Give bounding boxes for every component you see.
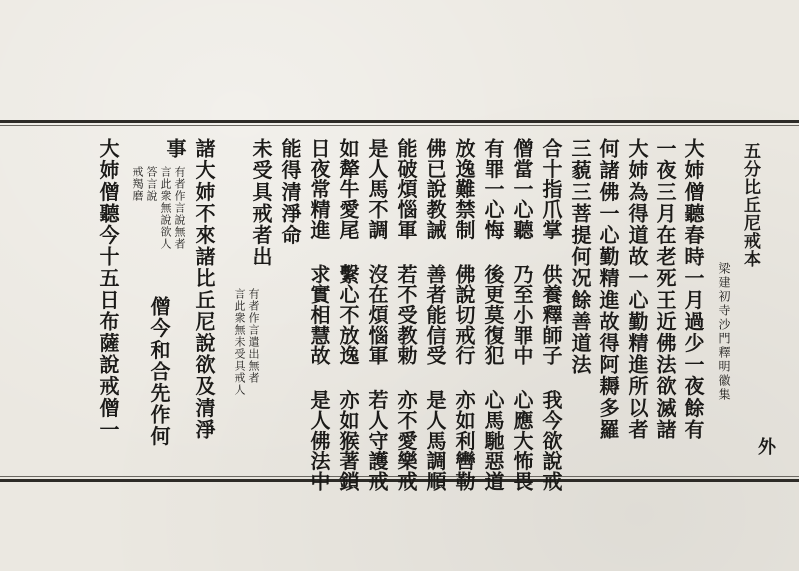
text-column-2: 一夜三月在老死王近佛法欲滅諸 <box>653 138 677 441</box>
verse-column-6: 能破煩惱軍 若不受教勅 亦不愛樂戒 <box>394 138 418 492</box>
verse-column-3: 有罪一心悔 後更莫復犯 心馬馳惡道 <box>481 138 505 492</box>
author-line: 梁建初寺沙門釋明徽集 <box>717 262 731 402</box>
verse-column-10: 能得清淨命 <box>278 138 302 246</box>
text-column-shi-cont: 僧今和合先作何 <box>147 296 171 448</box>
verse-column-1: 合十指爪掌 供養釋師子 我今欲說戒 <box>539 138 563 492</box>
margin-mark: 外 <box>755 437 776 455</box>
top-border-rule <box>0 120 799 123</box>
verse-column-4: 放逸難禁制 佛說切戒行 亦如利轡勒 <box>452 138 476 492</box>
text-column-1: 大姉僧聽春時一月過少一夜餘有 <box>681 138 705 441</box>
text-column-mishou: 未受具戒者出 <box>249 138 273 268</box>
top-border-rule-thin <box>0 125 799 126</box>
verse-column-9: 日夜常精進 求實相慧故 是人佛法中 <box>307 138 331 492</box>
note-column-a: 有者作言遣出無者 <box>247 288 260 384</box>
text-column-last: 大姉僧聽今十五日布薩說戒僧一 <box>96 138 120 441</box>
note-column-d: 言此衆無說欲人 <box>159 166 172 250</box>
text-column-zhudazi: 諸大姉不來諸比丘尼說欲及清淨 <box>192 138 216 441</box>
note-column-e: 答言說 <box>145 166 158 202</box>
text-column-3: 大姉為得道故一心勤精進所以者 <box>625 138 649 441</box>
text-column-shi: 事 <box>163 138 187 160</box>
text-column-4: 何諸佛一心勤精進故得阿耨多羅 <box>596 138 620 441</box>
text-column-5: 三藐三菩提何况餘善道法 <box>568 138 592 376</box>
note-column-f: 戒羯磨 <box>131 166 144 202</box>
verse-column-7: 是人馬不調 沒在煩惱軍 若人守護戒 <box>365 138 389 492</box>
verse-column-5: 佛已說教誡 善者能信受 是人馬調順 <box>423 138 447 492</box>
verse-column-2: 僧當一心聽 乃至小罪中 心應大怖畏 <box>510 138 534 492</box>
note-column-c: 有者作言說無者 <box>173 166 186 250</box>
note-column-b: 言此衆無未受具戒人 <box>233 288 246 396</box>
document-title: 五分比丘尼戒本 <box>740 142 760 268</box>
verse-column-8: 如犛牛愛尾 繫心不放逸 亦如猴著鎖 <box>336 138 360 492</box>
